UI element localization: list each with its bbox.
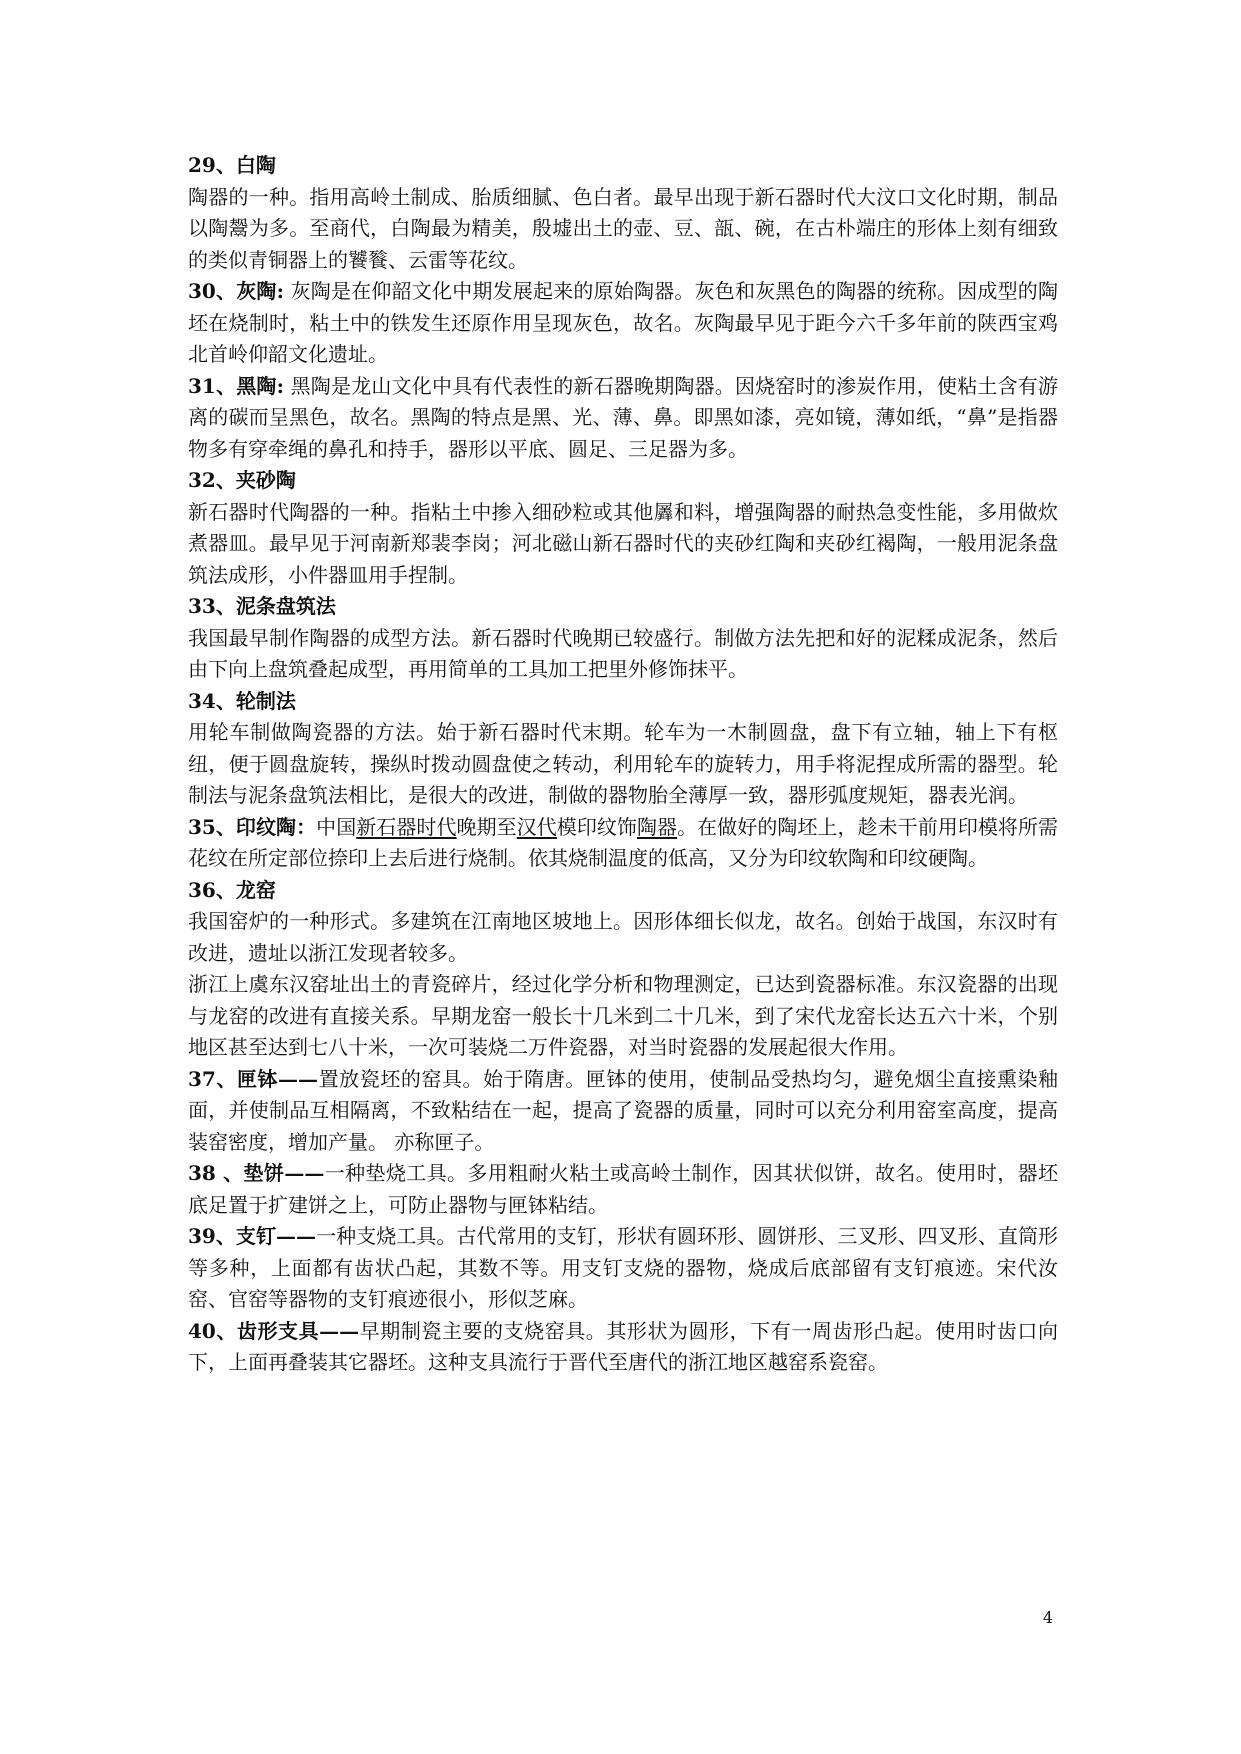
entry-text: 用轮车制做陶瓷器的方法。始于新石器时代末期。轮车为一木制圆盘，盘下有立轴，轴上下有枢纽，便于圆盘旋转，操纵时拨动圆盘使之转动，利用轮车的旋转力，用手将泥捏成所需的器型。轮制法与泥条盘筑法相比，是很大的改进，制做的器物胎全薄厚一致，器形弧度规矩，器表光润。 — [188, 720, 1058, 807]
entry-heading: 34、轮制法 — [188, 688, 296, 713]
entry-heading: 37、匣钵—— — [188, 1066, 319, 1091]
entry-29 — [188, 150, 1058, 276]
entry-text: 模印纹饰 — [556, 814, 637, 839]
entry-heading: 35、印纹陶： — [188, 814, 317, 839]
entry-32 — [188, 465, 1058, 591]
entry-37 — [188, 1064, 1058, 1159]
entry-heading: 29、白陶 — [188, 153, 276, 177]
entry-text: 我国最早制作陶器的成型方法。新石器时代晚期已较盛行。制做方法先把和好的泥糅成泥条，然后由下向上盘筑叠起成型，再用简单的工具加工把里外修饰抹平。 — [188, 625, 1058, 681]
entry-40 — [188, 1316, 1058, 1379]
entry-heading: 33、泥条盘筑法 — [188, 594, 336, 618]
entry-text: 我国窑炉的一种形式。多建筑在江南地区坡地上。因形体细长似龙，故名。创始于战国，东汉时有改进，遗址以浙江发现者较多。 — [188, 909, 1058, 965]
entry-heading: 40、齿形支具—— — [188, 1318, 360, 1343]
entry-text: 晚期至 — [456, 814, 517, 839]
link-han-dynasty[interactable]: 汉代 — [516, 814, 557, 839]
entry-heading: 31、黑陶: — [188, 373, 285, 398]
entry-text: 灰陶是在仰韶文化中期发展起来的原始陶器。灰色和灰黑色的陶器的统称。因成型的陶坯在烧制时，粘土中的铁发生还原作用呈现灰色，故名。灰陶最早见于距今六千多年前的陕西宝鸡北首岭仰韶文化遗址。 — [188, 279, 1059, 366]
entry-text: 一种支烧工具。古代常用的支钉，形状有圆环形、圆饼形、三叉形、四叉形、直筒形等多种，上面都有齿状凸起，其数不等。用支钉支烧的器物，烧成后底部留有支钉痕迹。宋代汝窑、官窑等器物的支钉痕迹很小，形似芝麻。 — [188, 1224, 1058, 1311]
entry-text: 黑陶是龙山文化中具有代表性的新石器晚期陶器。因烧窑时的渗炭作用，使粘土含有游离的碳而呈黑色，故名。黑陶的特点是黑、光、薄、鼻。即黑如漆，亮如镜，薄如纸，“鼻”是指器物多有穿牵绳的鼻孔和持手，器形以平底、圆足、三足器为多。 — [188, 373, 1059, 461]
link-neolithic[interactable]: 新石器时代 — [356, 814, 457, 839]
entry-heading: 30、灰陶: — [188, 279, 285, 303]
entry-heading: 38 、垫饼—— — [188, 1161, 325, 1185]
entry-text: 一种垫烧工具。多用粗耐火粘土或高岭土制作，因其状似饼，故名。使用时，器坯底足置于扩建饼之上，可防止器物与匣钵粘结。 — [188, 1161, 1059, 1217]
page-number: 4 — [1042, 1608, 1053, 1627]
entry-31 — [188, 371, 1058, 466]
entry-text: 陶器的一种。指用高岭土制成、胎质细腻、色白者。最早出现于新石器时代大汶口文化时期，制品以陶鬶为多。至商代，白陶最为精美，殷墟出土的壶、豆、瓿、碗，在古朴端庄的形体上刻有细致的类似青铜器上的饕餮、云雷等花纹。 — [188, 184, 1058, 272]
entry-heading: 32、夹砂陶 — [188, 468, 296, 492]
entry-text: 置放瓷坯的窑具。始于隋唐。匣钵的使用，使制品受热均匀，避免烟尘直接熏染釉面，并使制品互相隔离，不致粘结在一起，提高了瓷器的质量，同时可以充分利用窑室高度，提高装窑密度，增加产量。 亦称匣子。 — [188, 1066, 1059, 1154]
entry-35 — [188, 812, 1058, 875]
entry-39 — [188, 1221, 1058, 1316]
link-pottery[interactable]: 陶器 — [637, 814, 678, 839]
entry-text: 中国 — [316, 814, 357, 839]
entry-34 — [188, 686, 1058, 812]
entry-heading: 36、龙窑 — [188, 877, 276, 902]
entry-text: 浙江上虞东汉窑址出土的青瓷碎片，经过化学分析和物理测定，已达到瓷器标准。东汉瓷器的出现与龙窑的改进有直接关系。早期龙窑一般长十几米到二十几米，到了宋代龙窑长达五六十米，个别地区甚至达到七八十米，一次可装烧二万件瓷器，对当时瓷器的发展起很大作用。 — [188, 972, 1058, 1059]
entry-text: 新石器时代陶器的一种。指粘土中掺入细砂粒或其他羼和料，增强陶器的耐热急变性能，多用做炊煮器皿。最早见于河南新郑裴李岗；河北磁山新石器时代的夹砂红陶和夹砂红褐陶，一般用泥条盘筑法成形，小件器皿用手捏制。 — [188, 499, 1058, 587]
entry-38 — [188, 1158, 1058, 1221]
entry-30 — [188, 276, 1058, 371]
entry-33 — [188, 591, 1058, 686]
entry-36 — [188, 875, 1058, 1064]
entry-text: 早期制瓷主要的支烧窑具。其形状为圆形，下有一周齿形凸起。使用时齿口向下，上面再叠装其它器坯。这种支具流行于晋代至唐代的浙江地区越窑系瓷窑。 — [188, 1318, 1058, 1374]
document-body — [188, 150, 1058, 1379]
entry-heading: 39、支钉—— — [188, 1224, 317, 1248]
entry-text: 。在做好的陶坯上，趁未干前用印模将所需花纹在所定部位捺印上去后进行烧制。依其烧制温度的低高，又分为印纹软陶和印纹硬陶。 — [188, 814, 1059, 870]
